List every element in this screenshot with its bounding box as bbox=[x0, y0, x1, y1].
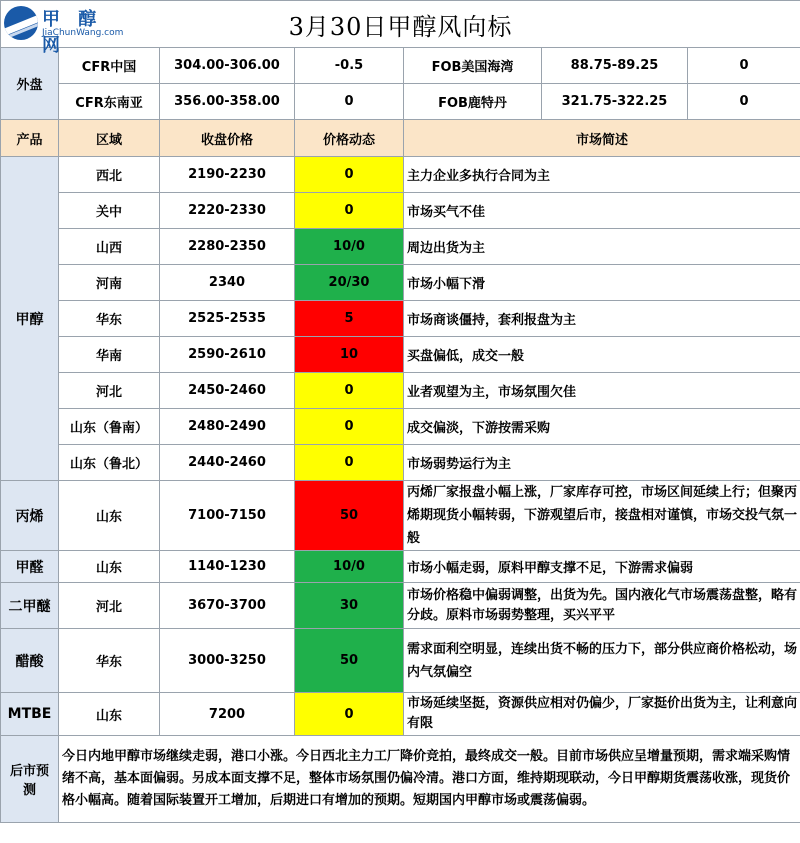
region-cell: 山东（鲁南） bbox=[59, 409, 160, 445]
change-cell: 50 bbox=[295, 481, 404, 551]
region-cell: 关中 bbox=[59, 193, 160, 229]
price-cell: 2450-2460 bbox=[160, 373, 295, 409]
column-header-summary: 市场简述 bbox=[404, 120, 800, 157]
change-cell: 20/30 bbox=[295, 265, 404, 301]
summary-cell: 市场价格稳中偏弱调整，出货为先。国内液化气市场震荡盘整，略有分歧。原料市场弱势整理，买兴平平 bbox=[404, 583, 800, 629]
change-cell: 10 bbox=[295, 337, 404, 373]
external-market-a: CFR东南亚 bbox=[59, 84, 160, 120]
table-row bbox=[1, 157, 800, 193]
summary-cell: 业者观望为主，市场氛围欠佳 bbox=[404, 373, 800, 409]
summary-cell: 市场小幅走弱，原料甲醇支撑不足，下游需求偏弱 bbox=[404, 551, 800, 583]
summary-cell: 市场弱势运行为主 bbox=[404, 445, 800, 481]
external-price-b: 321.75-322.25 bbox=[542, 84, 688, 120]
column-header-row bbox=[1, 120, 800, 157]
external-label: 外盘 bbox=[1, 48, 59, 120]
external-market-a: CFR中国 bbox=[59, 48, 160, 84]
region-cell: 西北 bbox=[59, 157, 160, 193]
summary-cell: 市场延续坚挺，资源供应相对仍偏少，厂家挺价出货为主，让利意向有限 bbox=[404, 693, 800, 736]
price-cell: 2480-2490 bbox=[160, 409, 295, 445]
table-row bbox=[1, 551, 800, 583]
table-row bbox=[1, 373, 800, 409]
region-cell: 山西 bbox=[59, 229, 160, 265]
price-cell: 2440-2460 bbox=[160, 445, 295, 481]
region-cell: 华东 bbox=[59, 629, 160, 693]
table-row bbox=[1, 193, 800, 229]
product-label: 甲醛 bbox=[1, 551, 59, 583]
external-market-b: FOB鹿特丹 bbox=[404, 84, 542, 120]
external-change-b: 0 bbox=[688, 48, 800, 84]
region-cell: 华东 bbox=[59, 301, 160, 337]
price-cell: 7100-7150 bbox=[160, 481, 295, 551]
change-cell: 0 bbox=[295, 693, 404, 736]
summary-cell: 丙烯厂家报盘小幅上涨，厂家库存可控，市场区间延续上行；但聚丙烯期现货小幅转弱，下游观望后市，接盘相对谨慎，市场交投气氛一般 bbox=[404, 481, 800, 551]
external-market-b: FOB美国海湾 bbox=[404, 48, 542, 84]
external-change-b: 0 bbox=[688, 84, 800, 120]
region-cell: 山东（鲁北） bbox=[59, 445, 160, 481]
price-cell: 2190-2230 bbox=[160, 157, 295, 193]
table-row bbox=[1, 481, 800, 551]
change-cell: 0 bbox=[295, 409, 404, 445]
price-cell: 2525-2535 bbox=[160, 301, 295, 337]
column-header-price-change: 价格动态 bbox=[295, 120, 404, 157]
region-cell: 山东 bbox=[59, 481, 160, 551]
table-row bbox=[1, 265, 800, 301]
summary-cell: 周边出货为主 bbox=[404, 229, 800, 265]
summary-cell: 市场商谈僵持，套利报盘为主 bbox=[404, 301, 800, 337]
column-header-region: 区域 bbox=[59, 120, 160, 157]
logo-en-text: JiaChunWang.com bbox=[42, 28, 124, 38]
region-cell: 华南 bbox=[59, 337, 160, 373]
change-cell: 5 bbox=[295, 301, 404, 337]
external-change-a: -0.5 bbox=[295, 48, 404, 84]
table-row bbox=[1, 229, 800, 265]
globe-icon bbox=[4, 6, 38, 40]
region-cell: 河南 bbox=[59, 265, 160, 301]
change-cell: 0 bbox=[295, 157, 404, 193]
product-label: 醋酸 bbox=[1, 629, 59, 693]
logo-cn-text: 甲 醇 网 bbox=[42, 9, 103, 56]
price-cell: 1140-1230 bbox=[160, 551, 295, 583]
product-label: 丙烯 bbox=[1, 481, 59, 551]
price-cell: 7200 bbox=[160, 693, 295, 736]
change-cell: 50 bbox=[295, 629, 404, 693]
price-cell: 3000-3250 bbox=[160, 629, 295, 693]
site-logo bbox=[4, 4, 124, 56]
summary-cell: 市场买气不佳 bbox=[404, 193, 800, 229]
forecast-text: 今日内地甲醇市场继续走弱，港口小涨。今日西北主力工厂降价竞拍，最终成交一般。目前市场供应呈增量预期，需求端采购情绪不高，基本面偏弱。另成本面支撑不足，整体市场氛围仍偏冷清。港口方面，维持期现联动，今日甲醇期货震荡收涨，现货价格小幅高。随着国际装置开工增加，后期进口有增加的预期。短期国内甲醇市场或震荡偏弱。 bbox=[59, 736, 800, 823]
table-row bbox=[1, 693, 800, 736]
table-row bbox=[1, 583, 800, 629]
table-row bbox=[1, 445, 800, 481]
table-row bbox=[1, 409, 800, 445]
change-cell: 0 bbox=[295, 373, 404, 409]
region-cell: 河北 bbox=[59, 373, 160, 409]
change-cell: 0 bbox=[295, 193, 404, 229]
region-cell: 山东 bbox=[59, 693, 160, 736]
price-cell: 2280-2350 bbox=[160, 229, 295, 265]
forecast-row bbox=[1, 736, 800, 823]
column-header-close-price: 收盘价格 bbox=[160, 120, 295, 157]
region-cell: 河北 bbox=[59, 583, 160, 629]
external-change-a: 0 bbox=[295, 84, 404, 120]
external-price-b: 88.75-89.25 bbox=[542, 48, 688, 84]
external-price-a: 356.00-358.00 bbox=[160, 84, 295, 120]
page-title: 3月30日甲醇风向标 bbox=[1, 1, 800, 48]
change-cell: 10/0 bbox=[295, 229, 404, 265]
price-cell: 2340 bbox=[160, 265, 295, 301]
table-row bbox=[1, 629, 800, 693]
summary-cell: 需求面利空明显，连续出货不畅的压力下，部分供应商价格松动，场内气氛偏空 bbox=[404, 629, 800, 693]
price-cell: 2590-2610 bbox=[160, 337, 295, 373]
external-row bbox=[1, 84, 800, 120]
summary-cell: 买盘偏低，成交一般 bbox=[404, 337, 800, 373]
price-cell: 3670-3700 bbox=[160, 583, 295, 629]
summary-cell: 成交偏淡，下游按需采购 bbox=[404, 409, 800, 445]
change-cell: 30 bbox=[295, 583, 404, 629]
summary-cell: 主力企业多执行合同为主 bbox=[404, 157, 800, 193]
column-header-product: 产品 bbox=[1, 120, 59, 157]
product-label: MTBE bbox=[1, 693, 59, 736]
product-label: 二甲醚 bbox=[1, 583, 59, 629]
product-methanol-label: 甲醇 bbox=[1, 157, 59, 481]
table-row bbox=[1, 337, 800, 373]
price-cell: 2220-2330 bbox=[160, 193, 295, 229]
change-cell: 10/0 bbox=[295, 551, 404, 583]
forecast-label: 后市预测 bbox=[1, 736, 59, 823]
external-price-a: 304.00-306.00 bbox=[160, 48, 295, 84]
table-row bbox=[1, 301, 800, 337]
summary-cell: 市场小幅下滑 bbox=[404, 265, 800, 301]
change-cell: 0 bbox=[295, 445, 404, 481]
region-cell: 山东 bbox=[59, 551, 160, 583]
